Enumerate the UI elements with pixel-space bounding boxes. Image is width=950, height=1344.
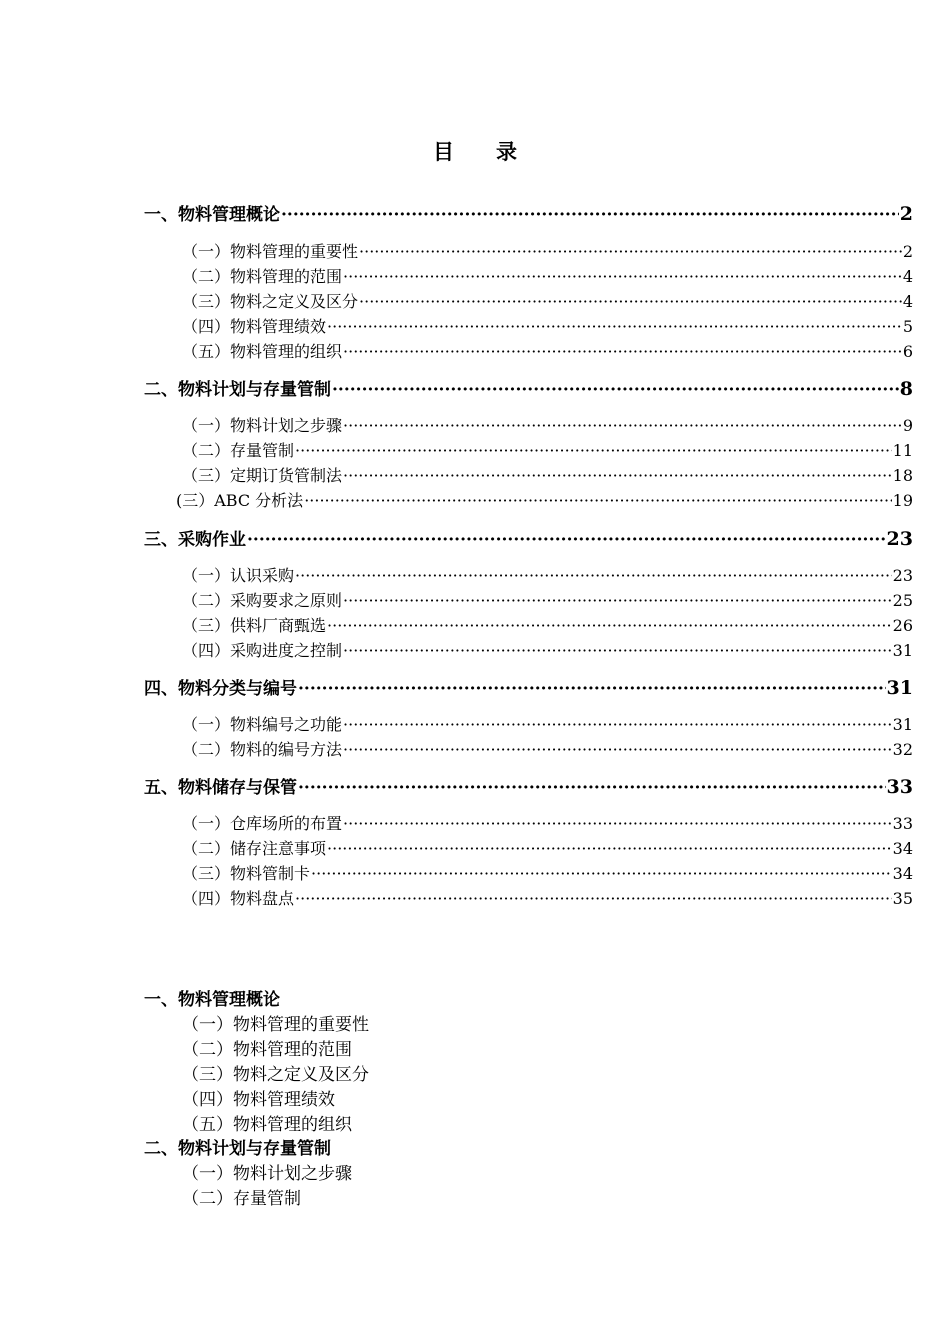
leader-dots (311, 864, 892, 883)
body-subheading: （二）存量管制 (182, 1189, 301, 1209)
toc-page-number: 31 (886, 677, 913, 699)
leader-dots (359, 242, 902, 261)
toc-entry-label: （四）物料管理绩效 (182, 317, 327, 336)
toc-entry-label: （二）储存注意事项 (182, 839, 327, 858)
toc-entry-label: 一、物料管理概论 (144, 205, 280, 225)
body-subheading: （五）物料管理的组织 (182, 1115, 352, 1135)
toc-chapter-3[interactable] (144, 525, 913, 550)
toc-section[interactable] (182, 563, 913, 586)
toc-section[interactable] (182, 463, 913, 486)
body-heading: 二、物料计划与存量管制 (144, 1139, 331, 1159)
leader-dots (295, 889, 892, 908)
toc-page-number: 5 (902, 317, 913, 336)
toc-entry-label: 三、采购作业 (144, 530, 246, 550)
toc-entry-label: 五、物料储存与保管 (144, 778, 297, 798)
leader-dots (343, 466, 892, 485)
toc-page-number: 33 (892, 814, 913, 833)
toc-section[interactable] (182, 264, 913, 287)
toc-section[interactable] (182, 438, 913, 461)
toc-entry-label: （三）物料之定义及区分 (182, 292, 359, 311)
toc-entry-label: （二）物料的编号方法 (182, 740, 343, 759)
toc-page-number: 31 (892, 715, 913, 734)
leader-dots (298, 778, 886, 798)
body-subheading: （二）物料管理的范围 (182, 1040, 352, 1060)
toc-section[interactable] (176, 488, 913, 511)
leader-dots (343, 342, 902, 361)
toc-section[interactable] (182, 239, 913, 262)
leader-dots (327, 616, 892, 635)
toc-page-number: 33 (886, 776, 913, 798)
toc-entry-label: （三）定期订货管制法 (182, 466, 343, 485)
toc-page-number: 34 (892, 839, 913, 858)
toc-chapter-1[interactable] (144, 200, 913, 225)
toc-section[interactable] (182, 413, 913, 436)
toc-page-number: 11 (892, 441, 913, 460)
toc-page-number: 23 (886, 528, 913, 550)
toc-page-number: 34 (892, 864, 913, 883)
toc-chapter-4[interactable] (144, 674, 913, 699)
toc-section[interactable] (182, 737, 913, 760)
toc-section[interactable] (182, 861, 913, 884)
toc-section[interactable] (182, 638, 913, 661)
leader-dots (359, 292, 902, 311)
toc-section[interactable] (182, 613, 913, 636)
leader-dots (327, 839, 892, 858)
toc-entry-label: 二、物料计划与存量管制 (144, 380, 331, 400)
leader-dots (327, 317, 902, 336)
leader-dots (281, 205, 899, 225)
toc-entry-label: （二）物料管理的范围 (182, 267, 343, 286)
toc-page-number: 2 (902, 242, 913, 261)
toc-entry-label: (三）ABC 分析法 (176, 491, 304, 510)
toc-page-number: 4 (902, 292, 913, 311)
leader-dots (295, 566, 892, 585)
toc-entry-label: （一）认识采购 (182, 566, 295, 585)
toc-entry-label: （四）采购进度之控制 (182, 641, 343, 660)
toc-entry-label: （一）物料编号之功能 (182, 715, 343, 734)
toc-section[interactable] (182, 811, 913, 834)
leader-dots (332, 380, 899, 400)
leader-dots (343, 814, 892, 833)
page-title: 目 录 (433, 139, 517, 164)
toc-entry-label: （三）物料管制卡 (182, 864, 311, 883)
toc-section[interactable] (182, 588, 913, 611)
toc-entry-label: （一）物料管理的重要性 (182, 242, 359, 261)
body-subheading: （三）物料之定义及区分 (182, 1065, 369, 1085)
toc-page-number: 2 (899, 203, 913, 225)
toc-entry-label: （一）仓库场所的布置 (182, 814, 343, 833)
toc-page-number: 32 (892, 740, 913, 759)
leader-dots (343, 715, 892, 734)
toc-section[interactable] (182, 836, 913, 859)
body-subheading: （四）物料管理绩效 (182, 1090, 335, 1110)
toc-page-number: 4 (902, 267, 913, 286)
leader-dots (247, 530, 886, 550)
leader-dots (298, 679, 886, 699)
toc-entry-label: （二）存量管制 (182, 441, 295, 460)
toc-page-number: 31 (892, 641, 913, 660)
leader-dots (304, 491, 891, 510)
body-subheading: （一）物料计划之步骤 (182, 1164, 352, 1184)
toc-page-number: 26 (892, 616, 913, 635)
toc-entry-label: （四）物料盘点 (182, 889, 295, 908)
toc-entry-label: （一）物料计划之步骤 (182, 416, 343, 435)
toc-entry-label: 四、物料分类与编号 (144, 679, 297, 699)
leader-dots (343, 267, 902, 286)
toc-page-number: 35 (892, 889, 913, 908)
toc-section[interactable] (182, 712, 913, 735)
toc-section[interactable] (182, 289, 913, 312)
toc-section[interactable] (182, 314, 913, 337)
toc-page-number: 6 (902, 342, 913, 361)
toc-page-number: 8 (899, 378, 913, 400)
toc-chapter-5[interactable] (144, 773, 913, 798)
toc-entry-label: （三）供料厂商甄选 (182, 616, 327, 635)
leader-dots (343, 591, 892, 610)
toc-entry-label: （五）物料管理的组织 (182, 342, 343, 361)
body-heading: 一、物料管理概论 (144, 990, 280, 1010)
leader-dots (343, 641, 892, 660)
leader-dots (343, 416, 902, 435)
toc-section[interactable] (182, 339, 913, 362)
toc-chapter-2[interactable] (144, 375, 913, 400)
toc-section[interactable] (182, 886, 913, 909)
toc-page-number: 25 (892, 591, 913, 610)
leader-dots (295, 441, 892, 460)
leader-dots (343, 740, 892, 759)
toc-page-number: 23 (892, 566, 913, 585)
toc-page-number: 18 (892, 466, 913, 485)
toc-entry-label: （二）采购要求之原则 (182, 591, 343, 610)
body-subheading: （一）物料管理的重要性 (182, 1015, 369, 1035)
toc-page-number: 9 (902, 416, 913, 435)
toc-page-number: 19 (892, 491, 913, 510)
